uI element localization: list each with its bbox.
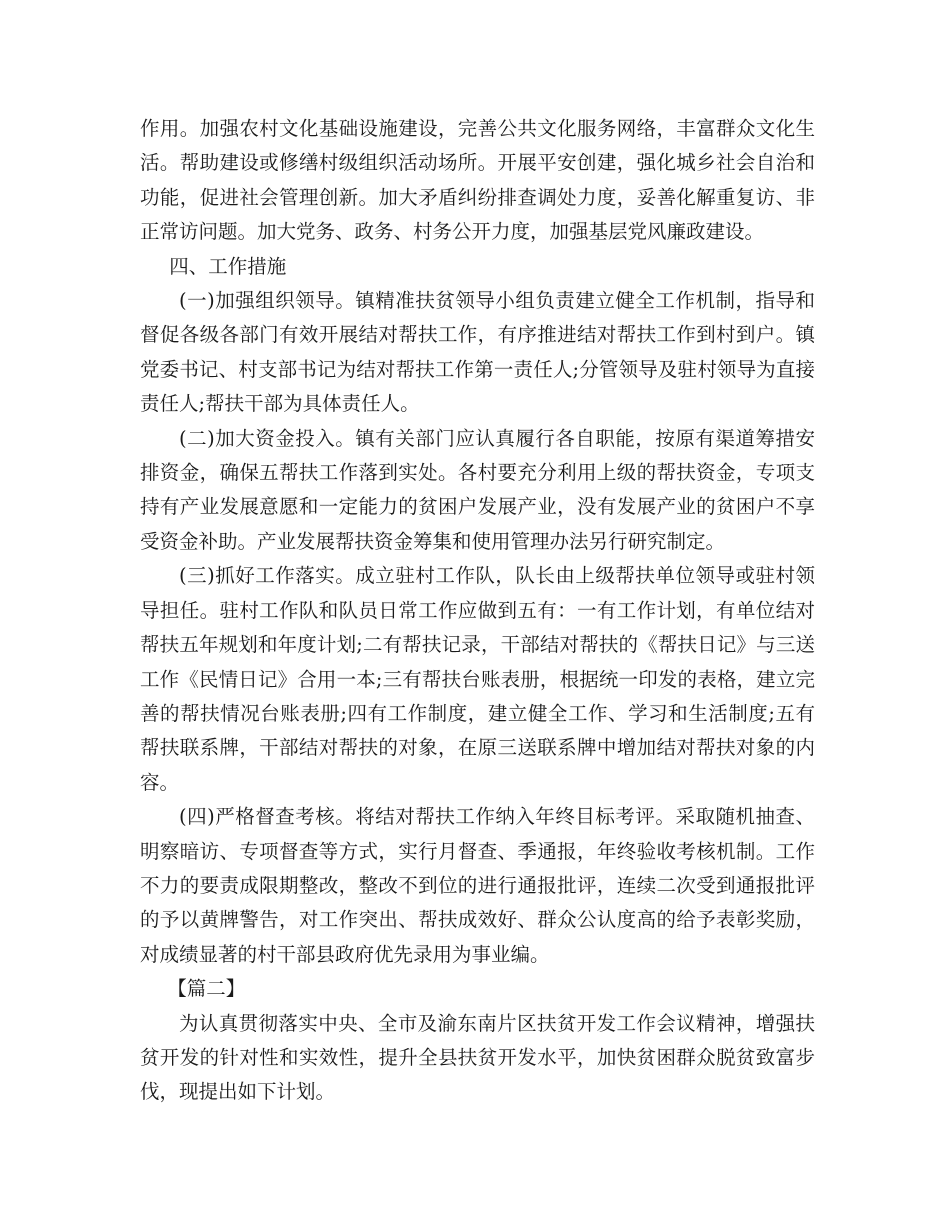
paragraph-continuation: 作用。加强农村文化基础设施建设，完善公共文化服务网络，丰富群众文化生活。帮助建设或修缮村级组织活动场所。开展平安创建，强化城乡社会自治和功能，促进社会管理创新。加大矛盾纠纷排查调处力度，妥善化解重复访、非正常访问题。加大党务、政务、村务公开力度，加强基层党风廉政建设。 [140,117,815,244]
section-heading-work-measures: 四、工作措施 [169,254,287,278]
document-body [140,112,815,1110]
section-title-part-two: 【篇二】 [167,977,246,1001]
paragraph-work-implementation: (三)抓好工作落实。成立驻村工作队，队长由上级帮扶单位领导或驻村领导担任。驻村工作队和队员日常工作应做到五有：一有工作计划，有单位结对帮扶五年规划和年度计划;二有帮扶记录，干部结对帮扶的《帮扶日记》与三送工作《民情日记》合用一本;三有帮扶台账表册，根据统一印发的表格，建立完善的帮扶情况台账表册;四有工作制度，建立健全工作、学习和生活制度;五有帮扶联系牌，干部结对帮扶的对象，在原三送联系牌中增加结对帮扶对象的内容。 [140,564,815,794]
paragraph-supervision-assessment: (四)严格督查考核。将结对帮扶工作纳入年终目标考评。采取随机抽查、明察暗访、专项督查等方式，实行月督查、季通报，年终验收考核机制。工作不力的要责成限期整改，整改不到位的进行通报批评，连续二次受到通报批评的予以黄牌警告，对工作突出、帮扶成效好、群众公认度高的给予表彰奖励，对成绩显著的村干部县政府优先录用为事业编。 [140,805,815,966]
paragraph-part-two-intro: 为认真贯彻落实中央、全市及渝东南片区扶贫开发工作会议精神，增强扶贫开发的针对性和实效性，提升全县扶贫开发水平，加快贫困群众脱贫致富步伐，现提出如下计划。 [140,1011,815,1104]
paragraph-organization-leadership: (一)加强组织领导。镇精准扶贫领导小组负责建立健全工作机制，指导和督促各级各部门有效开展结对帮扶工作，有序推进结对帮扶工作到村到户。镇党委书记、村支部书记为结对帮扶工作第一责任人;分管领导及驻村领导为直接责任人;帮扶干部为具体责任人。 [140,289,815,416]
paragraph-funding-input: (二)加大资金投入。镇有关部门应认真履行各自职能，按原有渠道筹措安排资金，确保五帮扶工作落到实处。各村要充分利用上级的帮扶资金，专项支持有产业发展意愿和一定能力的贫困户发展产业，没有发展产业的贫困户不享受资金补助。产业发展帮扶资金筹集和使用管理办法另行研究制定。 [140,426,815,553]
